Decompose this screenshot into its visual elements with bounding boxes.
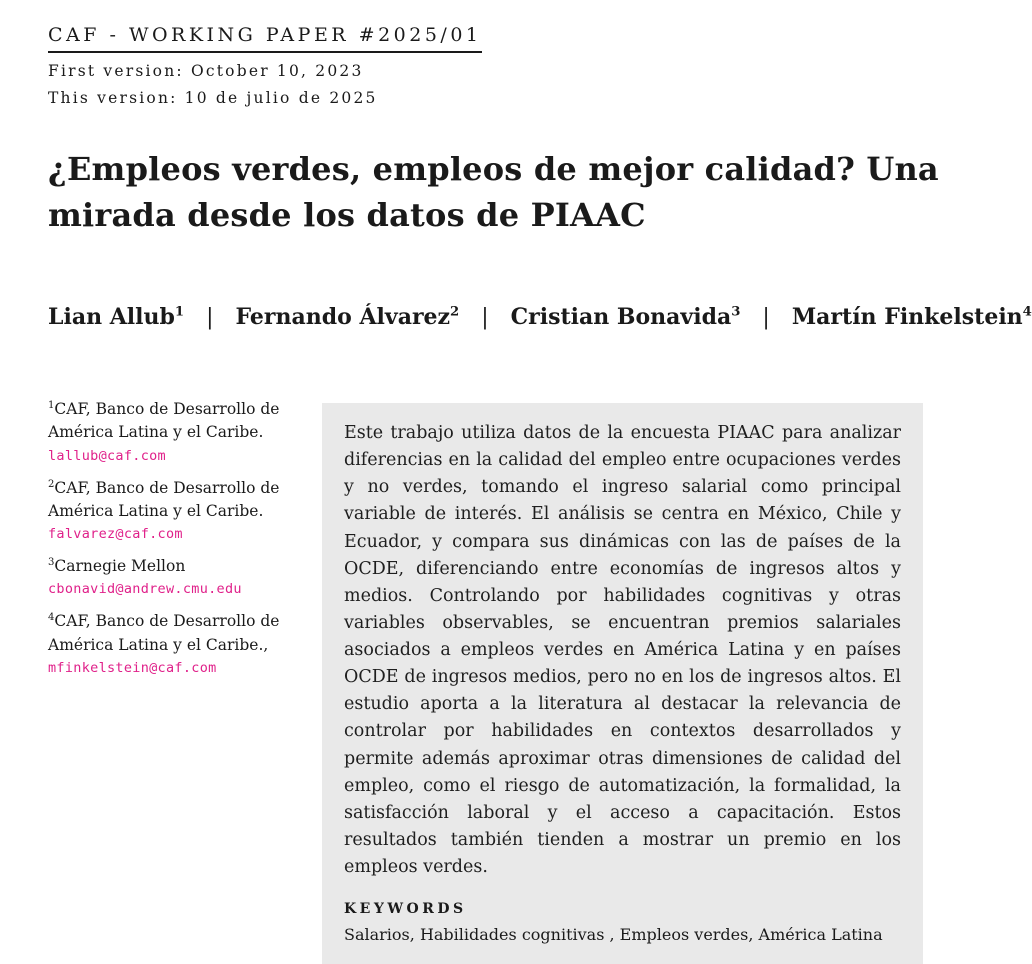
affiliation-block (48, 555, 316, 597)
affiliation-text (48, 610, 316, 657)
affiliation-superscript: 1 (48, 399, 55, 411)
author-separator: | (762, 305, 770, 330)
email-link[interactable]: cbonavid@andrew.cmu.edu (48, 581, 242, 598)
affiliation-text (48, 555, 316, 578)
author-superscript: 1 (174, 304, 185, 320)
paper-title: ¿Empleos verdes, empleos de mejor calidad? Una mirada desde los datos de PIAAC (48, 150, 939, 235)
affiliation-text (48, 477, 316, 524)
author-name-text: Martín Finkelstein (791, 304, 1023, 330)
authors-line (48, 293, 1032, 343)
author-name-text: Cristian Bonavida (510, 304, 732, 330)
author-name (511, 304, 741, 330)
author-superscript: 4 (1022, 304, 1032, 320)
abstract-box (322, 403, 923, 964)
affiliation-block (48, 477, 316, 543)
paper-header (48, 24, 482, 107)
first-version-line: First version: October 10, 2023 (48, 62, 364, 80)
author-name (236, 304, 460, 330)
author-superscript: 2 (450, 304, 460, 320)
email-link[interactable]: mfinkelstein@caf.com (48, 659, 217, 676)
author-name-text: Lian Allub (48, 304, 175, 330)
affiliation-superscript: 2 (48, 478, 55, 490)
affiliation-text-body: CAF, Banco de Desarrollo de América Latina y el Caribe. (48, 478, 280, 520)
affiliation-text (48, 398, 316, 445)
author-separator: | (481, 305, 489, 330)
email-link[interactable]: lallub@caf.com (48, 447, 166, 464)
author-name (48, 304, 184, 330)
affiliations-list (48, 398, 316, 689)
affiliation-block (48, 398, 316, 464)
working-paper-series: CAF - WORKING PAPER #2025/01 (48, 24, 482, 53)
affiliation-block (48, 610, 316, 676)
author-superscript: 3 (731, 304, 741, 320)
keywords-label: KEYWORDS (344, 901, 467, 918)
author-name-text: Fernando Álvarez (235, 304, 451, 330)
author-name (792, 304, 1032, 330)
affiliation-text-body: CAF, Banco de Desarrollo de América Latina y el Caribe. (48, 400, 280, 442)
email-link[interactable]: falvarez@caf.com (48, 526, 183, 542)
abstract-text: Este trabajo utiliza datos de la encuesta PIAAC para analizar diferencias en la calidad del empleo entre ocupaciones verdes y no verdes, tomando el ingreso salarial como principal variable de interés. El análisis se centra en México, Chile y Ecuador, y compara sus dinámicas con las de países de la OCDE, diferenciando entre economías de ingresos altos y medios. Controlando por habilidades cognitivas y otras variables observables, se encuentran premios salariales asociados a empleos verdes en América Latina y en países OCDE de ingresos medios, pero no en los de ingresos altos. El estudio aporta a la literatura al destacar la relevancia de controlar por habilidades en contextos desarrollados y permite además aproximar otras dimensiones de calidad del empleo, como el riesgo de automatización, la formalidad, la satisfacción laboral y el acceso a capacitación. Estos resultados también tienden a mostrar un premio en los empleos verdes. (344, 423, 901, 877)
author-separator: | (206, 305, 214, 330)
affiliation-text-body: CAF, Banco de Desarrollo de América Latina y el Caribe., (48, 612, 280, 654)
keywords-text: Salarios, Habilidades cognitivas , Empleos verdes, América Latina (344, 925, 883, 945)
this-version-line: This version: 10 de julio de 2025 (48, 89, 378, 107)
affiliation-superscript: 3 (48, 556, 55, 568)
affiliation-superscript: 4 (48, 612, 55, 624)
affiliation-text-body: Carnegie Mellon (54, 557, 186, 575)
